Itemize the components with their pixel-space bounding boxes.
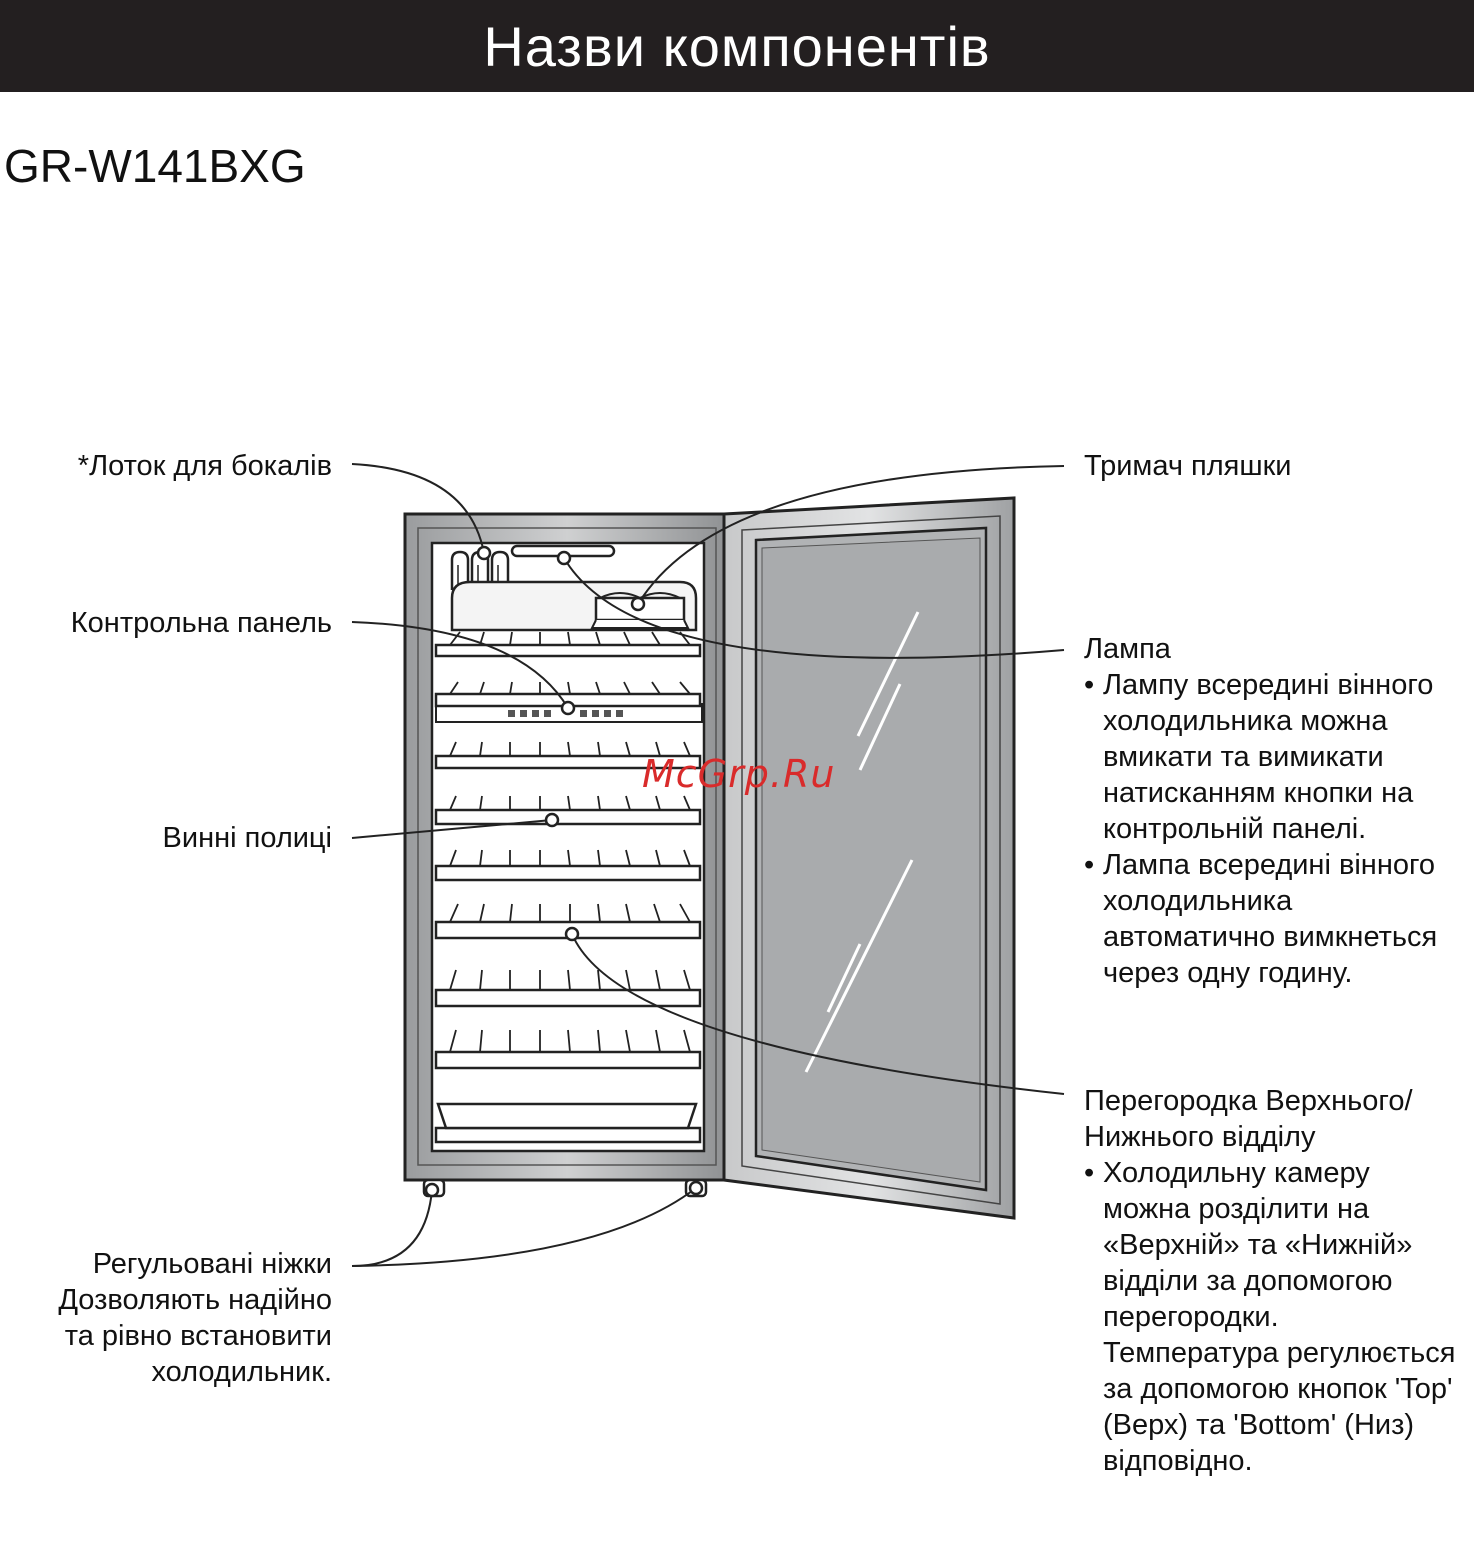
adjustable-legs-line: холодильник. [151, 1356, 332, 1388]
model-number: GR-W141BXG [4, 140, 306, 192]
watermark: McGrp.Ru [642, 752, 836, 796]
label-bottle-holder: Тримач пляшки [1084, 450, 1292, 482]
divider-bullet: • Холодильну камеру можна розділити на «Верхній» та «Нижній» відділи за допомогою перегородки. Температура регулюється за допомогою кнопок 'Top' (Верх) та 'Bottom' (Низ) відповідно. [1084, 1155, 1456, 1479]
adjustable-legs-line: та рівно встановити [64, 1320, 332, 1352]
label-adjustable-legs [58, 1246, 332, 1390]
adjustable-legs-line: Дозволяють надійно [58, 1284, 332, 1316]
label-glass-tray: *Лоток для бокалів [77, 450, 332, 482]
lamp-bullet: • Лампу всередині вінного холодильника можна вмикати та вимикати натисканням кнопки на контрольній панелі. [1084, 667, 1472, 847]
label-divider [1084, 1083, 1456, 1479]
label-control-panel: Контрольна панель [70, 607, 332, 639]
lamp-bullet: • Лампа всередині вінного холодильника автоматично вимкнеться через одну годину. [1084, 847, 1472, 991]
adjustable-legs-title: Регульовані ніжки [92, 1248, 332, 1280]
door [724, 498, 1014, 1218]
adjustable-legs [424, 1180, 706, 1196]
page-title: Назви компонентів [483, 14, 991, 78]
lamp-title: Лампа [1084, 633, 1171, 665]
label-wine-shelves: Винні полиці [162, 822, 332, 854]
label-lamp [1084, 631, 1472, 991]
lamp-bullets [1084, 667, 1472, 991]
divider-bullets [1084, 1155, 1456, 1479]
divider-title: Перегородка Верхнього/Нижнього відділу [1084, 1085, 1413, 1153]
